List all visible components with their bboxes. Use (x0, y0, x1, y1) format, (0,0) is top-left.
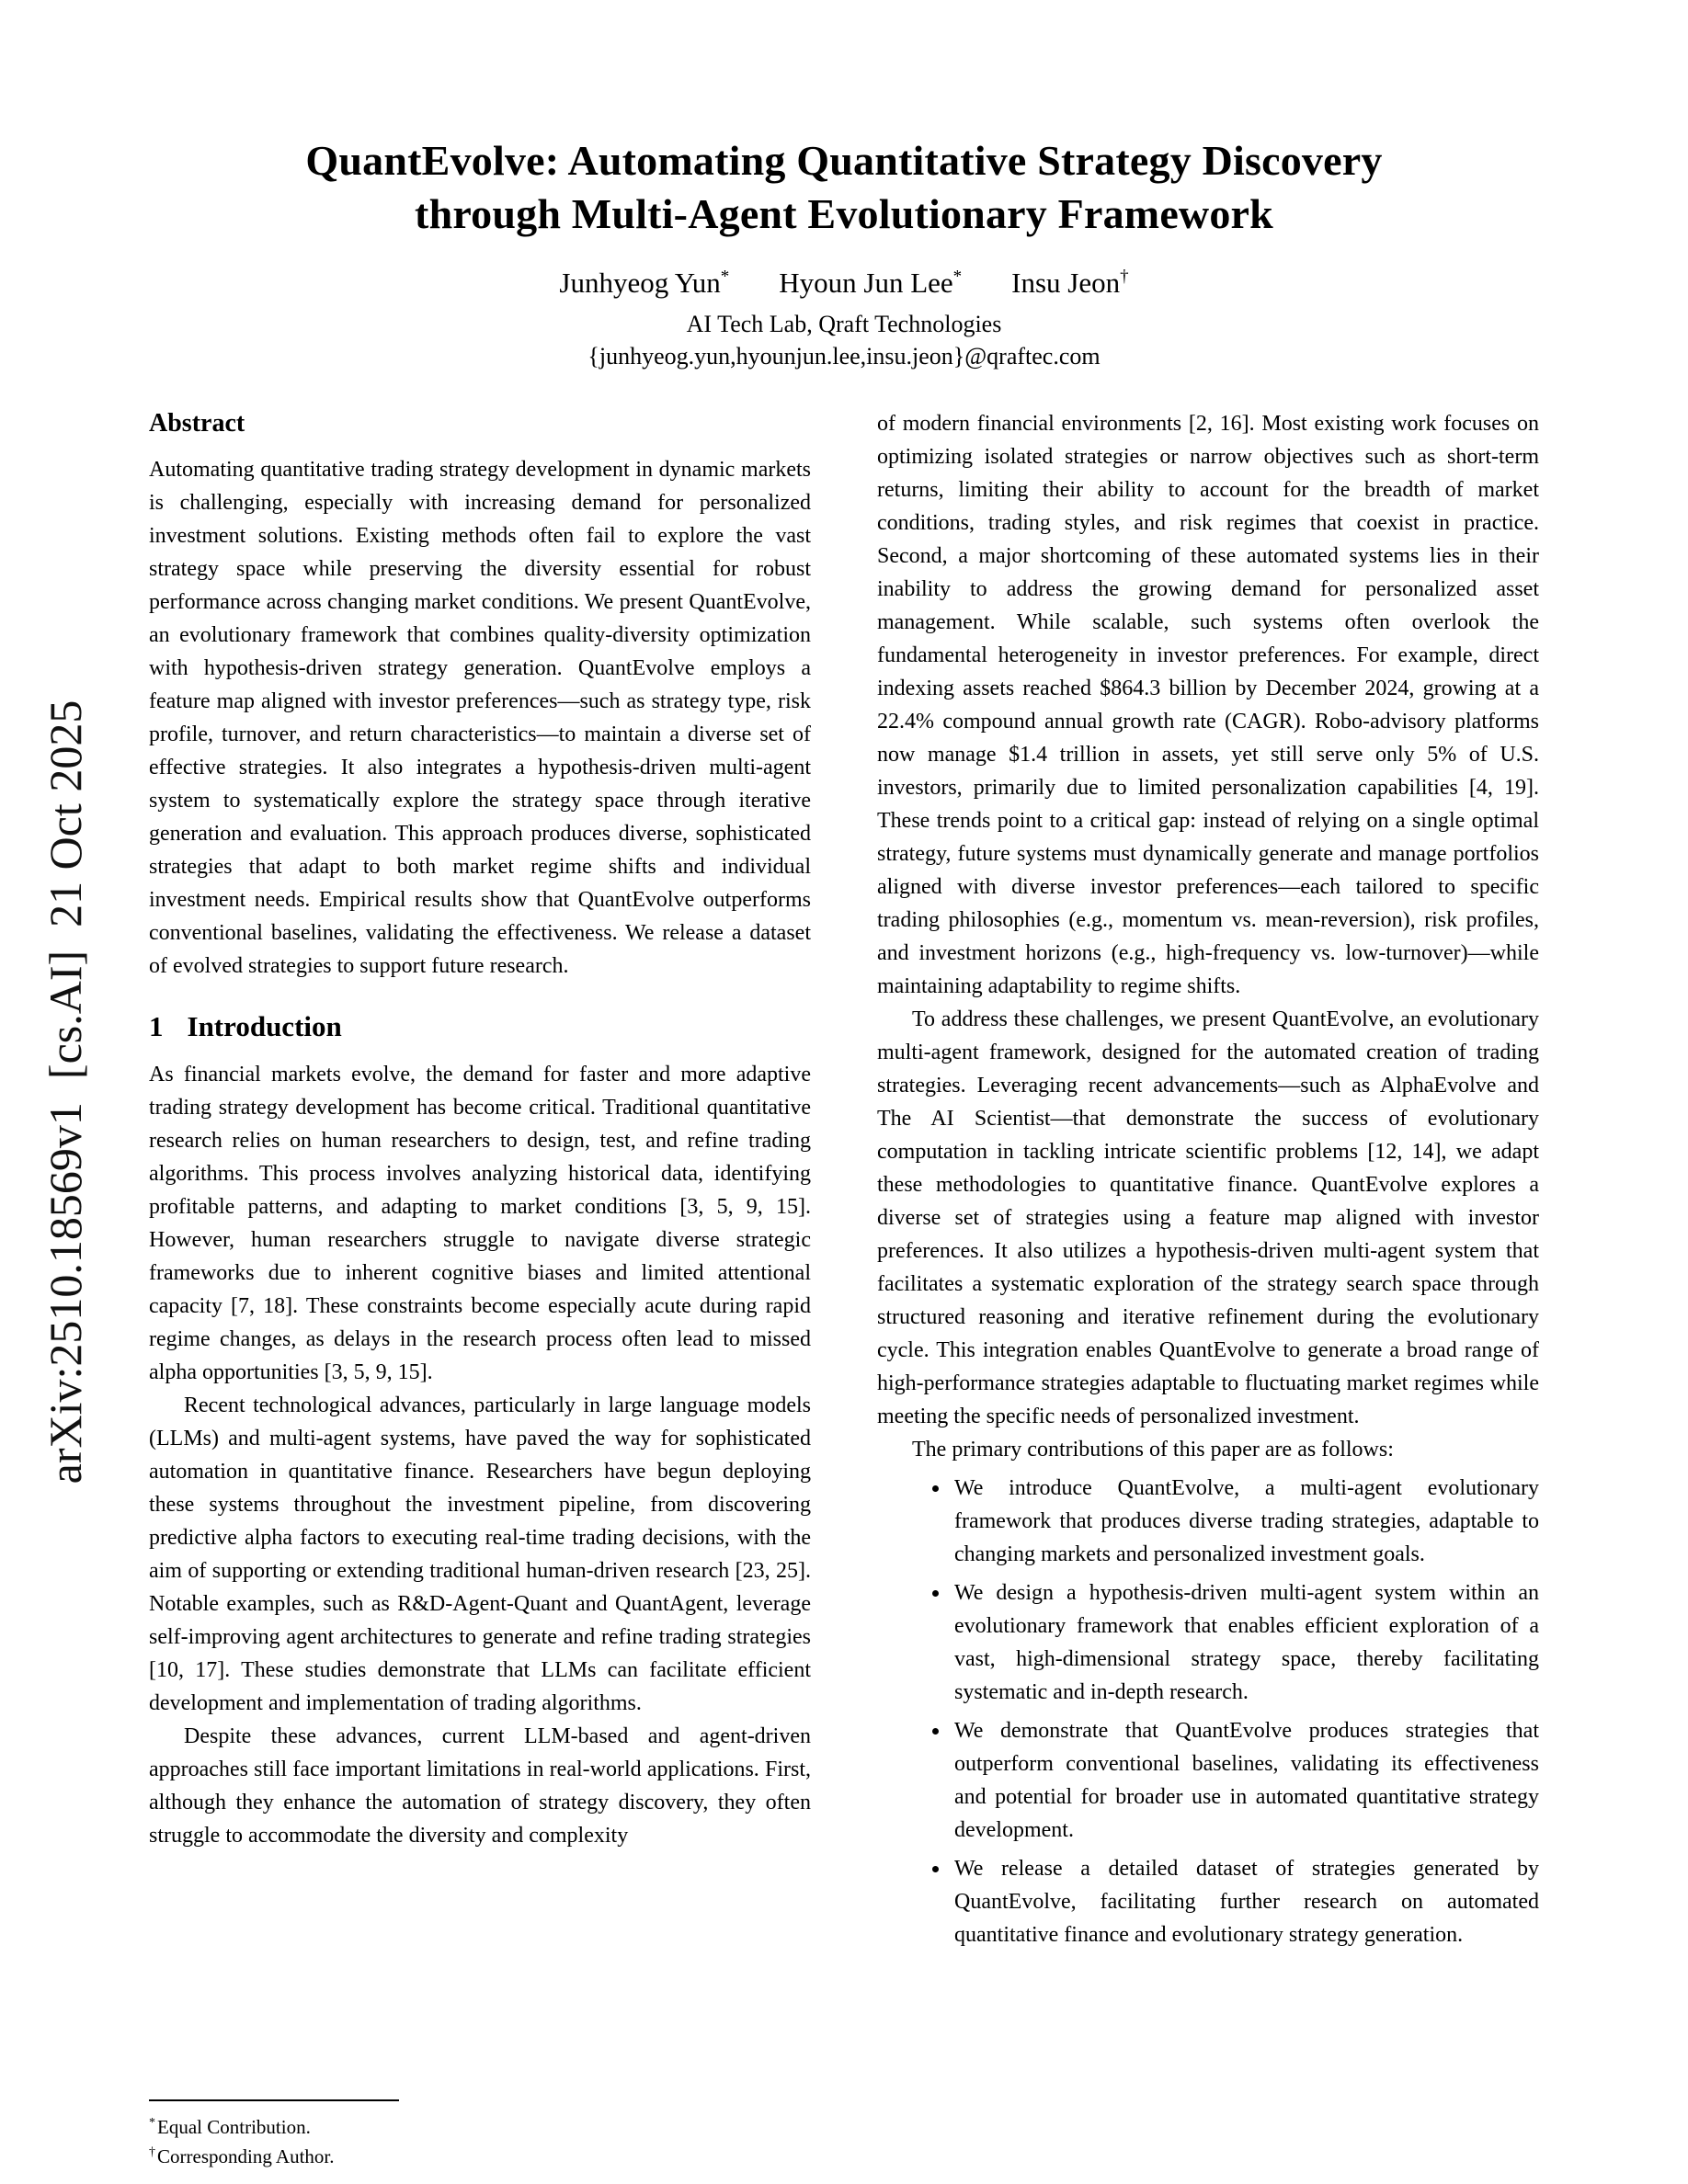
arxiv-watermark: arXiv:2510.18569v1 [cs.AI] 21 Oct 2025 (40, 700, 91, 1484)
abstract-heading: Abstract (149, 409, 245, 438)
author-2-mark: * (952, 267, 963, 287)
section-heading-introduction (149, 1010, 811, 1043)
email: {junhyeog.yun,hyounjun.lee,insu.jeon}@qraftec.com (587, 343, 1101, 370)
contribution-item-3: • We demonstrate that QuantEvolve produces strategies that outperform conventional baselines, validating its effectiveness and potential for broader use in automated quantitative strategy development. (951, 1714, 1539, 1847)
author-3-name: Insu Jeon (1011, 267, 1121, 299)
section-number: 1 (149, 1010, 164, 1042)
contribution-item-2: • We design a hypothesis-driven multi-agent system within an evolutionary framework that enables efficient exploration of a vast, high-dimensional strategy space, thereby facilitating systematic and in-depth research. (951, 1576, 1539, 1709)
author-2 (779, 267, 962, 300)
contributions-intro: The primary contributions of this paper are as follows: (912, 1438, 1394, 1462)
author-1 (559, 267, 729, 300)
section-title: Introduction (187, 1010, 342, 1042)
contribution-item-4: • We release a detailed dataset of strategies generated by QuantEvolve, facilitating further research on automated quantitative finance and evolutionary strategy generation. (951, 1852, 1539, 1951)
footnote-1-text: Equal Contribution. (157, 2116, 311, 2138)
contributions-list (877, 1472, 1539, 1951)
abstract-text: Automating quantitative trading strategy development in dynamic markets is challenging, especially with increasing demand for personalized investment solutions. Existing methods often fail to explore the vast strategy space while preserving the diversity essential for robust performance across changing market conditions. We present QuantEvolve, an evolutionary framework that combines quality-diversity optimization with hypothesis-driven strategy generation. QuantEvolve employs a feature map aligned with investor preferences—such as strategy type, risk profile, turnover, and return characteristics—to maintain a diverse set of effective strategies. It also integrates a hypothesis-driven multi-agent system to systematically explore the strategy space through iterative generation and evaluation. This approach produces diverse, sophisticated strategies that adapt to both market regime shifts and individual investment needs. Empirical results show that QuantEvolve outperforms conventional baselines, validating the effectiveness. We release a dataset of evolved strategies to support future research. (149, 458, 811, 978)
left-column (149, 407, 811, 1957)
author-3-mark: † (1120, 267, 1129, 287)
right-column (877, 407, 1539, 1957)
paper-header (0, 0, 1688, 370)
challenges-paragraph: To address these challenges, we present QuantEvolve, an evolutionary multi-agent framework, designed for the automated creation of trading strategies. Leveraging recent advancements—such as AlphaEvolve and The AI Scientist—that demonstrate the success of evolutionary computation in tackling intricate scientific problems [12, 14], we adapt these methodologies to quantitative finance. QuantEvolve explores a diverse set of strategies using a feature map aligned with investor preferences. It also utilizes a hypothesis-driven multi-agent system that facilitates a systematic exploration of the strategy search space through structured reasoning and iterative refinement during the evolutionary cycle. This integration enables QuantEvolve to generate a broad range of high-performance strategies adaptable to fluctuating market regimes while meeting the specific needs of personalized investment. (877, 1007, 1539, 1428)
footnote-2-mark: † (149, 2145, 155, 2159)
footnotes (149, 2099, 811, 2169)
contribution-item-1: • We introduce QuantEvolve, a multi-agent evolutionary framework that produces diverse trading strategies, adaptable to changing markets and personalized investment goals. (951, 1472, 1539, 1571)
intro-paragraph-2: Recent technological advances, particularly in large language models (LLMs) and multi-agent systems, have paved the way for sophisticated automation in quantitative finance. Researchers have begun deploying these systems throughout the investment pipeline, from discovering predictive alpha factors to executing real-time trading decisions, with the aim of supporting or extending traditional human-driven research [23, 25]. Notable examples, such as R&D-Agent-Quant and QuantAgent, leverage self-improving agent architectures to generate and refine trading strategies [10, 17]. These studies demonstrate that LLMs can facilitate efficient development and implementation of trading algorithms. (149, 1393, 811, 1715)
paper-title (0, 134, 1688, 241)
footnote-corresponding-author (149, 2140, 811, 2169)
intro-paragraph-3: Despite these advances, current LLM-based and agent-driven approaches still face important limitations in real-world applications. First, although they enhance the automation of strategy discovery, they often struggle to accommodate the diversity and complexity (149, 1724, 811, 1848)
title-line-2: through Multi-Agent Evolutionary Framework (415, 190, 1273, 237)
footnote-equal-contribution (149, 2110, 811, 2140)
author-2-name: Hyoun Jun Lee (779, 267, 953, 299)
two-column-body (0, 407, 1688, 1957)
title-line-1: QuantEvolve: Automating Quantitative Strategy Discovery (305, 137, 1383, 184)
affiliation: AI Tech Lab, Qraft Technologies (686, 311, 1002, 337)
footnote-2-text: Corresponding Author. (157, 2145, 335, 2167)
footnote-rule (149, 2099, 399, 2101)
intro-paragraph-1: As financial markets evolve, the demand for faster and more adaptive trading strategy development has become critical. Traditional quantitative research relies on human researchers to design, test, and refine trading algorithms. This process involves analyzing historical data, identifying profitable patterns, and adapting to market conditions [3, 5, 9, 15]. However, human researchers struggle to navigate diverse strategic frameworks due to inherent cognitive biases and limited attentional capacity [7, 18]. These constraints become especially acute during rapid regime changes, as delays in the research process often lead to missed alpha opportunities [3, 5, 9, 15]. (149, 1063, 811, 1384)
footnote-1-mark: * (149, 2116, 155, 2130)
author-1-name: Junhyeog Yun (559, 267, 721, 299)
authors-line (0, 267, 1688, 300)
continuation-paragraph: of modern financial environments [2, 16]. Most existing work focuses on optimizing isolated strategies or narrow objectives such as short-term returns, limiting their ability to account for the breadth of market conditions, trading styles, and risk regimes that coexist in practice. Second, a major shortcoming of these automated systems lies in their inability to address the growing demand for personalized asset management. While scalable, such systems often overlook the fundamental heterogeneity in investor preferences. For example, direct indexing assets reached $864.3 billion by December 2024, growing at a 22.4% compound annual growth rate (CAGR). Robo-advisory platforms now manage $1.4 trillion in assets, yet still serve only 5% of U.S. investors, primarily due to limited personalization capabilities [4, 19]. These trends point to a critical gap: instead of relying on a single optimal strategy, future systems must dynamically generate and manage portfolios aligned with diverse investor preferences—each tailored to specific trading philosophies (e.g., momentum vs. mean-reversion), risk profiles, and investment horizons (e.g., high-frequency vs. low-turnover)—while maintaining adaptability to regime shifts. (877, 412, 1539, 998)
author-1-mark: * (720, 267, 730, 287)
author-3 (1011, 267, 1128, 300)
